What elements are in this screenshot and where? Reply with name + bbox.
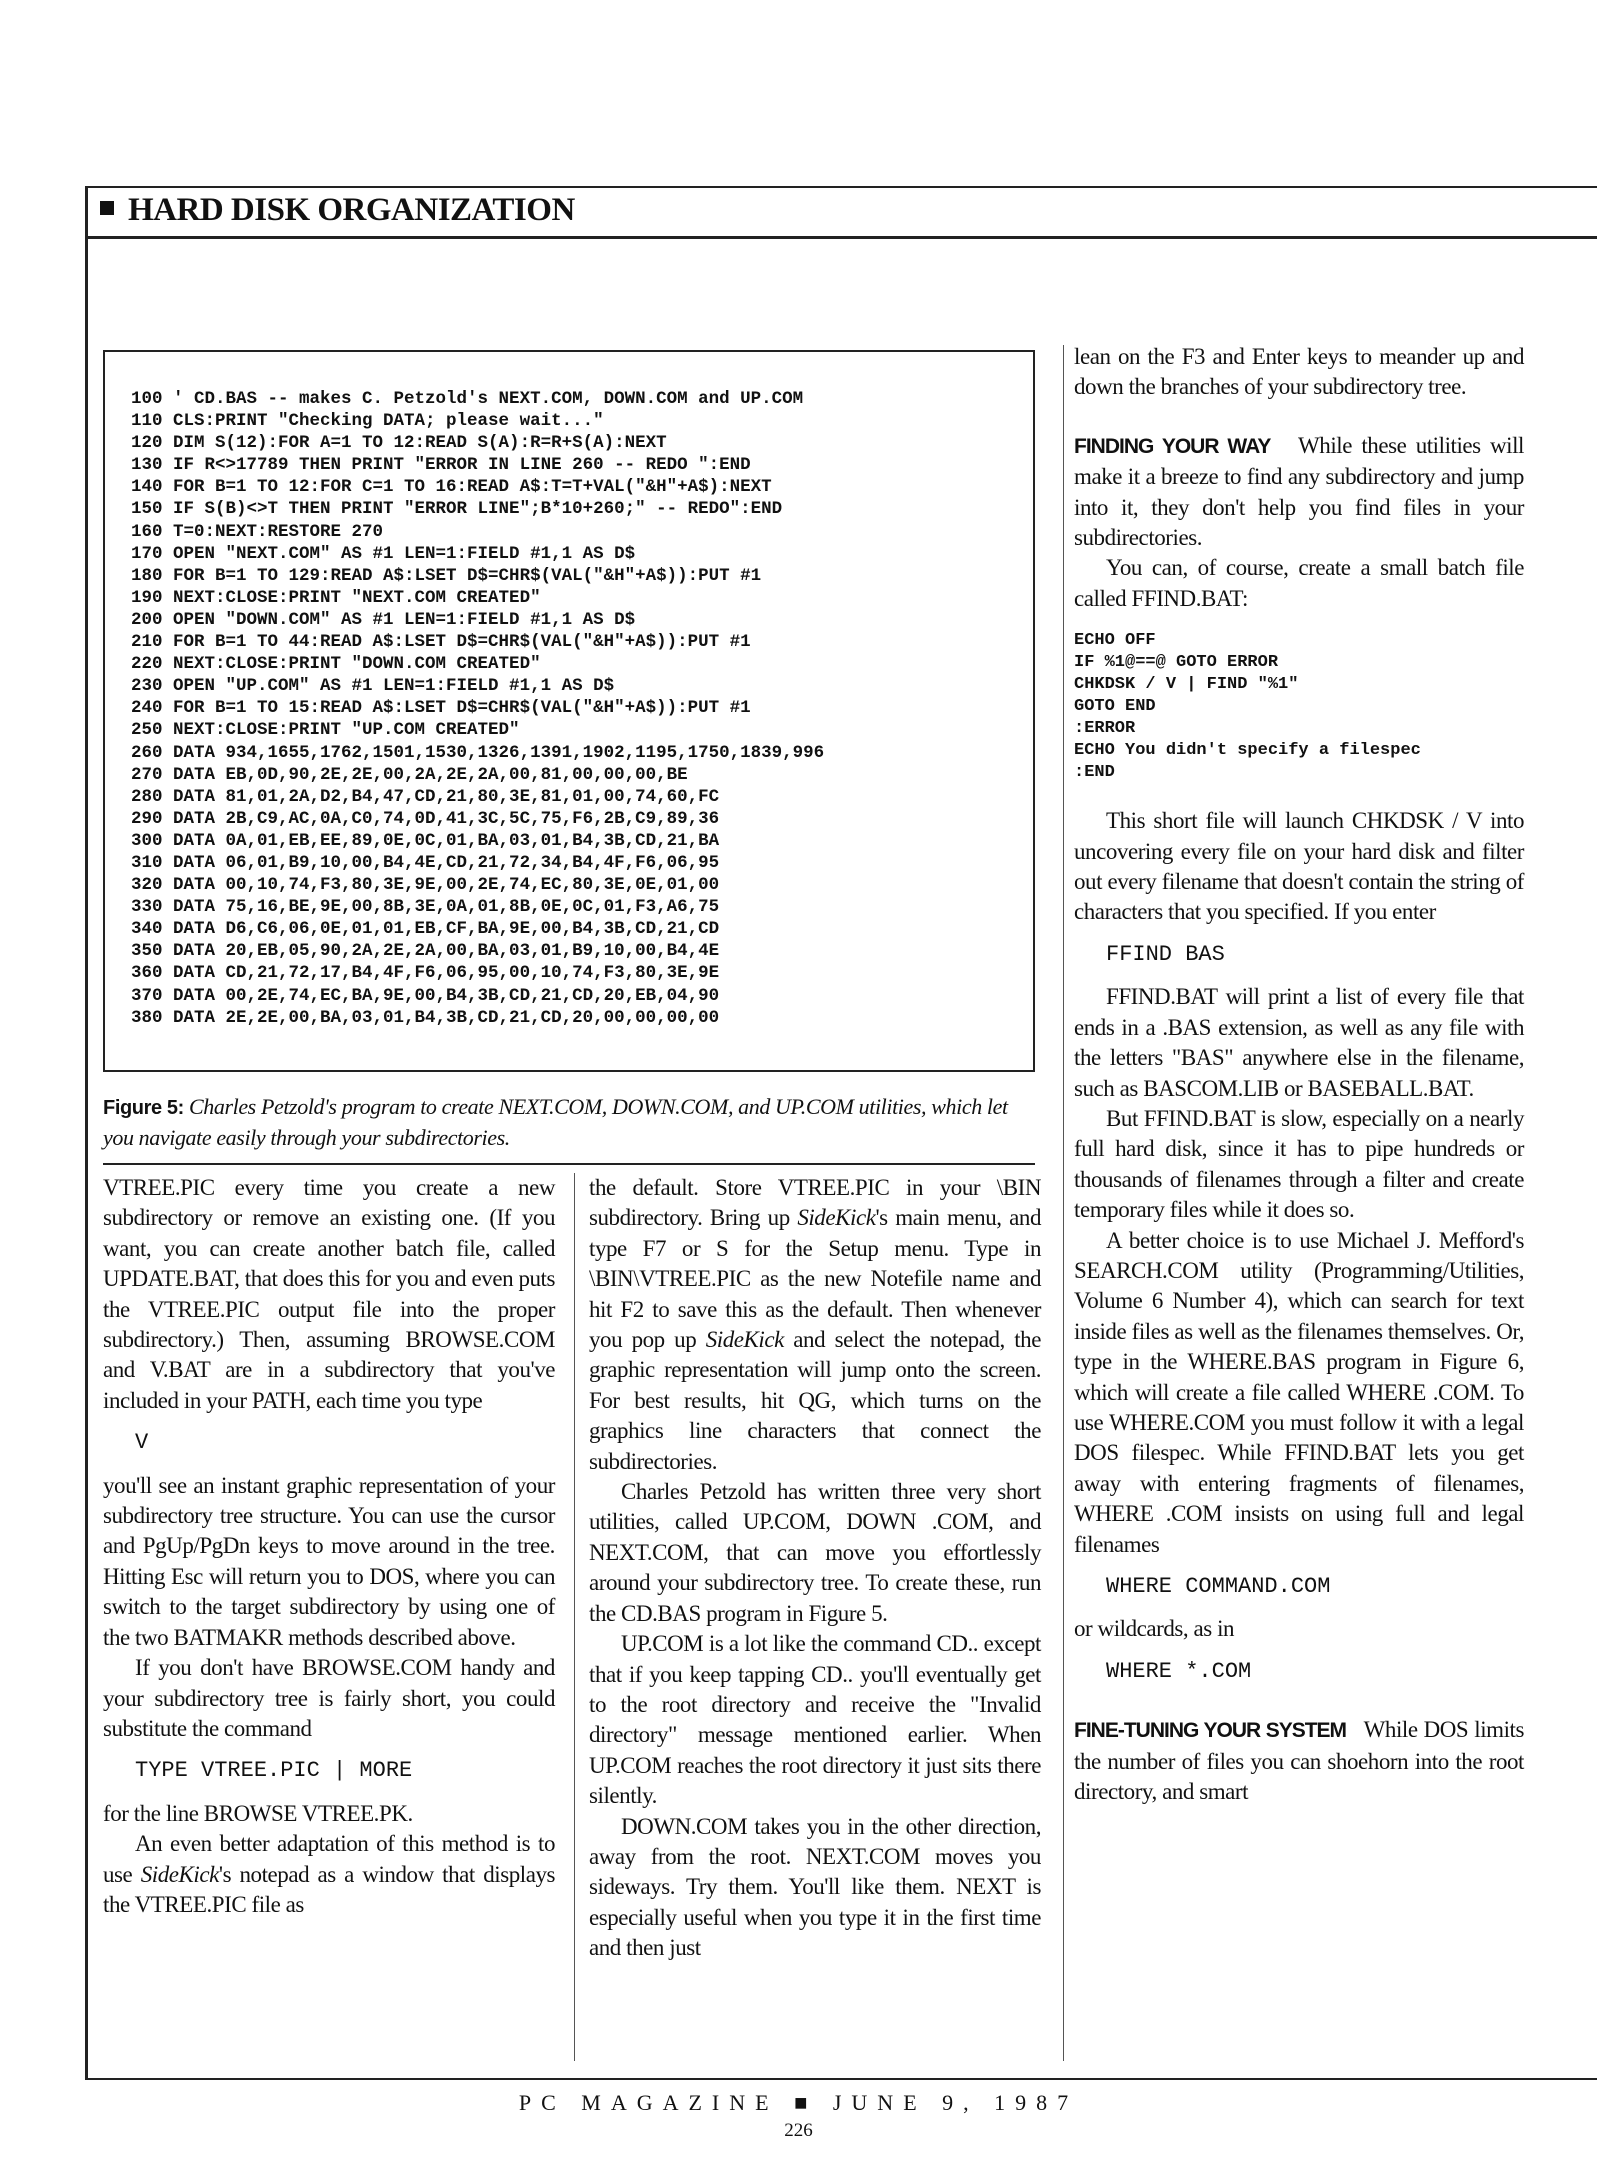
col3-paragraph-9: [1074, 1715, 1524, 1807]
ffind-batch-listing: [1074, 630, 1524, 784]
listing-line: 180 FOR B=1 TO 129:READ A$:LSET D$=CHR$(VAL("&H"+A$)):PUT #1: [131, 565, 762, 586]
batch-line: ECHO You didn't specify a filespec: [1074, 741, 1421, 761]
col3-paragraph-7: A better choice is to use Michael J. Mefford's SEARCH.COM utility (Programming/Utilities, Volume 6 Number 4), which can search for text inside files as well as the filenames themselves. Or, type in the WHERE.BAS program in Figure 6, which will create a file called WHERE .COM. To use WHERE.COM you must follow it with a legal DOS filespec. While FFIND.BAT lets you get away with entering fragments of filenames, WHERE .COM insists on using full and legal filenames: [1074, 1227, 1524, 1557]
col3-command-where: WHERE COMMAND.COM: [1106, 1574, 1331, 1599]
listing-line: 380 DATA 2E,2E,00,BA,03,01,B4,3B,CD,21,CD,20,00,00,00,00: [131, 1007, 720, 1028]
text-column-1: [103, 1173, 555, 1920]
caption-label: Figure 5:: [103, 1097, 184, 1119]
col1-p5-text-b: 's notepad as a window that displays the VTREE.PIC file as: [103, 1861, 556, 1917]
listing-line: 260 DATA 934,1655,1762,1501,1530,1326,1391,1902,1195,1750,1839,996: [131, 742, 825, 763]
listing-line: 220 NEXT:CLOSE:PRINT "DOWN.COM CREATED": [131, 654, 541, 675]
col1-p5-emphasis: SideKick: [140, 1861, 219, 1887]
col2-p1-text-c: and select the notepad, the graphic representation will jump onto the screen. For best results, hit QG, which turns on the graphics line characters that connect the subdirectories.: [589, 1327, 1041, 1474]
column-separator-1: [574, 1173, 575, 2061]
col3-paragraph-5: FFIND.BAT will print a list of every file that ends in a .BAS extension, as well as any file with the letters "BAS" anywhere else in the filename, such as BASCOM.LIB or BASEBALL.BAT.: [1074, 984, 1524, 1101]
col2-p1-emphasis-2: SideKick: [705, 1327, 784, 1353]
subhead-finding-your-way: FINDING YOUR WAY: [1074, 434, 1271, 458]
batch-line: IF %1@==@ GOTO ERROR: [1074, 653, 1279, 673]
bullet-square-icon: [100, 201, 114, 215]
section-header: [100, 192, 575, 229]
col2-p1-text-b: 's main menu, and type F7 or S for the Setup menu. Type in \BIN\VTREE.PIC as the new Notefile name and hit F2 to save this as the default. Then whenever you pop up: [589, 1205, 1041, 1353]
col3-paragraph-8: or wildcards, as in: [1074, 1616, 1235, 1642]
batch-line: :ERROR: [1074, 719, 1136, 739]
basic-program-listing: [131, 388, 824, 1029]
footer-magazine-line: PC MAGAZINE ■ JUNE 9, 1987: [518, 2090, 1079, 2115]
text-column-2: [589, 1173, 1041, 1964]
col2-paragraph-3: UP.COM is a lot like the command CD.. except that if you keep tapping CD.. you'll eventually get to the root directory and receive the "Invalid directory" message mentioned earlier. When UP.COM reaches the root directory it just sits there silently.: [589, 1631, 1041, 1809]
listing-line: 320 DATA 00,10,74,F3,80,3E,9E,00,2E,74,EC,80,3E,0E,01,00: [131, 875, 720, 896]
listing-line: 290 DATA 2B,C9,AC,0A,C0,74,0D,41,3C,5C,75,F6,2B,C9,89,36: [131, 808, 720, 829]
col2-p1-text-a: the default. Store VTREE.PIC in your \BIN subdirectory. Bring up: [589, 1175, 1041, 1231]
page-number: 226: [784, 2120, 813, 2141]
col2-paragraph-2: Charles Petzold has written three very short utilities, called UP.COM, DOWN .COM, and NEXT.COM, that can move you effortlessly around your subdirectory tree. To create these, run the CD.BAS program in Figure 5.: [589, 1479, 1041, 1626]
caption-rule: [103, 1163, 1035, 1165]
listing-line: 340 DATA D6,C6,06,0E,01,01,EB,CF,BA,9E,00,B4,3B,CD,21,CD: [131, 919, 720, 940]
col2-paragraph-4: DOWN.COM takes you in the other direction, away from the root. NEXT.COM moves you sideways. Try them. You'll like them. NEXT is especially useful when you type it in the first time and then just: [589, 1813, 1041, 1961]
listing-line: 110 CLS:PRINT "Checking DATA; please wait...": [131, 411, 604, 432]
listing-line: 350 DATA 20,EB,05,90,2A,2E,2A,00,BA,03,01,B9,10,00,B4,4E: [131, 941, 720, 962]
listing-line: 210 FOR B=1 TO 44:READ A$:LSET D$=CHR$(VAL("&H"+A$)):PUT #1: [131, 632, 751, 653]
listing-line: 270 DATA EB,0D,90,2E,2E,00,2A,2E,2A,00,81,00,00,00,BE: [131, 764, 688, 785]
batch-line: GOTO END: [1074, 697, 1156, 717]
col1-p5-text-a: An even better adaptation of this method is to use: [103, 1831, 555, 1887]
col3-paragraph-6: But FFIND.BAT is slow, especially on a nearly full hard disk, since it has to pipe hundreds or thousands of filenames through a filter and create temporary files while it does so.: [1074, 1105, 1524, 1223]
listing-line: 170 OPEN "NEXT.COM" AS #1 LEN=1:FIELD #1,1 AS D$: [131, 543, 636, 564]
listing-line: 310 DATA 06,01,B9,10,00,B4,4E,CD,21,72,34,B4,4F,F6,06,95: [131, 852, 720, 873]
listing-line: 230 OPEN "UP.COM" AS #1 LEN=1:FIELD #1,1 AS D$: [131, 676, 615, 697]
listing-line: 160 T=0:NEXT:RESTORE 270: [131, 521, 384, 542]
top-rule: [85, 186, 1597, 188]
batch-line: :END: [1074, 763, 1115, 783]
header-rule: [85, 236, 1597, 239]
column-separator-3: [1063, 345, 1064, 2061]
text-column-3: [1074, 342, 1524, 1807]
col3-paragraph-2: [1074, 431, 1524, 554]
listing-line: 190 NEXT:CLOSE:PRINT "NEXT.COM CREATED": [131, 587, 541, 608]
col3-p2-text: While these utilities will make it a breeze to find any subdirectory and jump into it, they don't help you find files in your subdirectories.: [1074, 432, 1524, 551]
listing-line: 370 DATA 00,2E,74,EC,BA,9E,00,B4,3B,CD,21,CD,20,EB,04,90: [131, 985, 720, 1006]
bottom-rule: [85, 2078, 1597, 2080]
col3-paragraph-1: lean on the F3 and Enter keys to meander up and down the branches of your subdirectory tree.: [1074, 344, 1524, 400]
batch-line: ECHO OFF: [1074, 631, 1156, 651]
listing-line: 140 FOR B=1 TO 12:FOR C=1 TO 16:READ A$:T=T+VAL("&H"+A$):NEXT: [131, 477, 772, 498]
col1-paragraph-4: for the line BROWSE VTREE.PK.: [103, 1800, 413, 1826]
subhead-fine-tuning: FINE-TUNING YOUR SYSTEM: [1074, 1719, 1347, 1743]
listing-line: 150 IF S(B)<>T THEN PRINT "ERROR LINE";B*10+260;" -- REDO":END: [131, 499, 783, 520]
col1-paragraph-1: VTREE.PIC every time you create a new subdirectory or remove an existing one. (If you want, you can create another batch file, called UPDATE.BAT, that does this for you and even puts the VTREE.PIC output file into the proper subdirectory.) Then, assuming BROWSE.COM and V.BAT are in a subdirectory that you've included in your PATH, each time you type: [103, 1175, 555, 1413]
listing-line: 250 NEXT:CLOSE:PRINT "UP.COM CREATED": [131, 720, 520, 741]
listing-line: 100 ' CD.BAS -- makes C. Petzold's NEXT.COM, DOWN.COM and UP.COM: [131, 389, 804, 409]
left-border: [85, 186, 88, 2079]
col1-command-type: TYPE VTREE.PIC | MORE: [135, 1758, 413, 1784]
batch-line: CHKDSK / V | FIND "%1": [1074, 675, 1299, 695]
col3-paragraph-4: This short file will launch CHKDSK / V into uncovering every file on your hard disk and filter out every filename that doesn't contain the string of characters that you specified. If you enter: [1074, 808, 1524, 925]
col3-paragraph-3: You can, of course, create a small batch file called FFIND.BAT:: [1074, 555, 1524, 611]
listing-line: 300 DATA 0A,01,EB,EE,89,0E,0C,01,BA,03,01,B4,3B,CD,21,BA: [131, 830, 720, 851]
figure-5-listing-box: [103, 350, 1035, 1072]
col1-command-v: V: [135, 1430, 149, 1456]
listing-line: 280 DATA 81,01,2A,D2,B4,47,CD,21,80,3E,81,01,00,74,60,FC: [131, 786, 720, 807]
col3-command-ffind: FFIND BAS: [1106, 941, 1225, 967]
listing-line: 130 IF R<>17789 THEN PRINT "ERROR IN LINE 260 -- REDO ":END: [131, 455, 751, 476]
listing-line: 360 DATA CD,21,72,17,B4,4F,F6,06,95,00,10,74,F3,80,3E,9E: [131, 963, 720, 984]
col2-paragraph-1: [589, 1173, 1041, 1477]
col3-command-where-wildcard: WHERE *.COM: [1106, 1658, 1252, 1684]
caption-text: Charles Petzold's program to create NEXT.COM, DOWN.COM, and UP.COM utilities, which let you navigate easily through your subdirectories.: [103, 1094, 1008, 1150]
col2-p1-emphasis-1: SideKick: [797, 1205, 876, 1231]
col3-p9-text: While DOS limits the number of files you can shoehorn into the root directory, and smart: [1074, 1717, 1524, 1805]
col1-paragraph-2: you'll see an instant graphic representation of your subdirectory tree structure. You can use the cursor and PgUp/PgDn keys to move around in the tree. Hitting Esc will return you to DOS, where you can switch to the target subdirectory by using one of the two BATMAKR methods described above.: [103, 1472, 555, 1650]
listing-line: 240 FOR B=1 TO 15:READ A$:LSET D$=CHR$(VAL("&H"+A$)):PUT #1: [131, 698, 751, 719]
col1-paragraph-5: [103, 1829, 555, 1920]
listing-line: 200 OPEN "DOWN.COM" AS #1 LEN=1:FIELD #1,1 AS D$: [131, 609, 636, 630]
listing-line: 120 DIM S(12):FOR A=1 TO 12:READ S(A):R=R+S(A):NEXT: [131, 433, 667, 454]
col1-paragraph-3: If you don't have BROWSE.COM handy and your subdirectory tree is fairly short, you could substitute the command: [103, 1655, 555, 1741]
section-title: HARD DISK ORGANIZATION: [128, 192, 575, 228]
listing-line: 330 DATA 75,16,BE,9E,00,8B,3E,0A,01,8B,0E,0C,01,F3,A6,75: [131, 897, 720, 918]
figure-caption: [103, 1092, 1035, 1153]
